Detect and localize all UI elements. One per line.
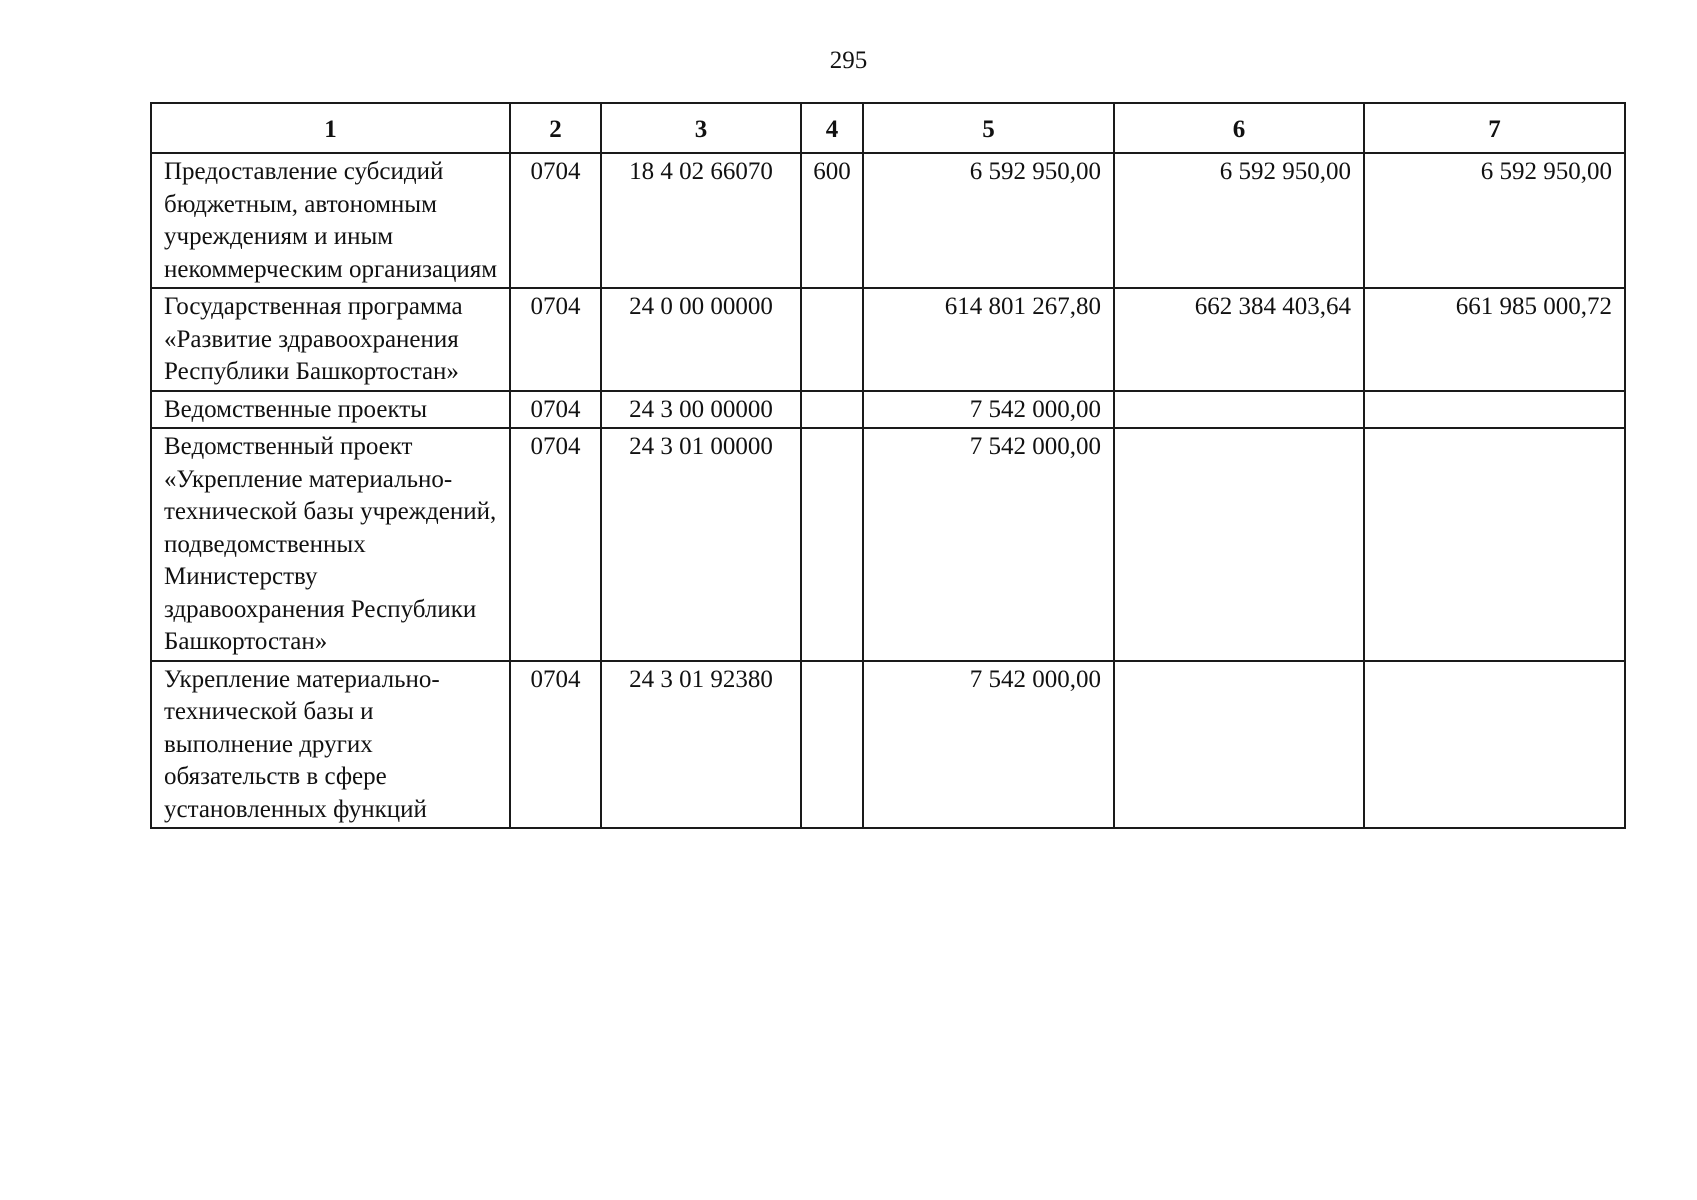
column-header: 6 bbox=[1114, 103, 1364, 153]
row-section-cell: 0704 bbox=[510, 288, 601, 391]
row-name-cell: Укрепление материально-технической базы и выполнение других обязательств в сфере установленных функций bbox=[151, 661, 510, 829]
row-type-cell bbox=[801, 288, 863, 391]
table-row bbox=[151, 661, 1625, 829]
column-header: 4 bbox=[801, 103, 863, 153]
column-header: 7 bbox=[1364, 103, 1625, 153]
column-header: 5 bbox=[863, 103, 1114, 153]
row-name-cell: Ведомственные проекты bbox=[151, 391, 510, 429]
row-sum3-cell bbox=[1364, 428, 1625, 661]
row-type-cell bbox=[801, 391, 863, 429]
row-target-cell: 24 0 00 00000 bbox=[601, 288, 801, 391]
row-section-cell: 0704 bbox=[510, 391, 601, 429]
row-sum2-cell: 662 384 403,64 bbox=[1114, 288, 1364, 391]
row-sum2-cell bbox=[1114, 391, 1364, 429]
row-sum2-cell bbox=[1114, 428, 1364, 661]
row-type-cell: 600 bbox=[801, 153, 863, 288]
row-type-cell bbox=[801, 661, 863, 829]
column-header: 2 bbox=[510, 103, 601, 153]
row-section-cell: 0704 bbox=[510, 661, 601, 829]
column-header: 1 bbox=[151, 103, 510, 153]
row-sum3-cell: 6 592 950,00 bbox=[1364, 153, 1625, 288]
row-name-cell: Предоставление субсидий бюджетным, автономным учреждениям и иным некоммерческим организациям bbox=[151, 153, 510, 288]
row-sum1-cell: 7 542 000,00 bbox=[863, 428, 1114, 661]
row-sum3-cell bbox=[1364, 391, 1625, 429]
row-sum1-cell: 6 592 950,00 bbox=[863, 153, 1114, 288]
row-target-cell: 24 3 00 00000 bbox=[601, 391, 801, 429]
row-sum2-cell bbox=[1114, 661, 1364, 829]
page-number: 295 bbox=[829, 47, 868, 74]
row-sum1-cell: 7 542 000,00 bbox=[863, 391, 1114, 429]
row-section-cell: 0704 bbox=[510, 153, 601, 288]
row-target-cell: 24 3 01 00000 bbox=[601, 428, 801, 661]
table-row bbox=[151, 391, 1625, 429]
budget-table bbox=[150, 102, 1626, 829]
row-sum2-cell: 6 592 950,00 bbox=[1114, 153, 1364, 288]
row-target-cell: 18 4 02 66070 bbox=[601, 153, 801, 288]
row-sum1-cell: 7 542 000,00 bbox=[863, 661, 1114, 829]
table-row bbox=[151, 428, 1625, 661]
table-header-row bbox=[151, 103, 1625, 153]
column-header: 3 bbox=[601, 103, 801, 153]
row-target-cell: 24 3 01 92380 bbox=[601, 661, 801, 829]
row-section-cell: 0704 bbox=[510, 428, 601, 661]
row-type-cell bbox=[801, 428, 863, 661]
row-sum3-cell bbox=[1364, 661, 1625, 829]
row-name-cell: Государственная программа «Развитие здравоохранения Республики Башкортостан» bbox=[151, 288, 510, 391]
row-sum1-cell: 614 801 267,80 bbox=[863, 288, 1114, 391]
row-sum3-cell: 661 985 000,72 bbox=[1364, 288, 1625, 391]
row-name-cell: Ведомственный проект «Укрепление материально-технической базы учреждений, подведомственных Министерству здравоохранения Республики Башкортостан» bbox=[151, 428, 510, 661]
table-row bbox=[151, 153, 1625, 288]
table-row bbox=[151, 288, 1625, 391]
